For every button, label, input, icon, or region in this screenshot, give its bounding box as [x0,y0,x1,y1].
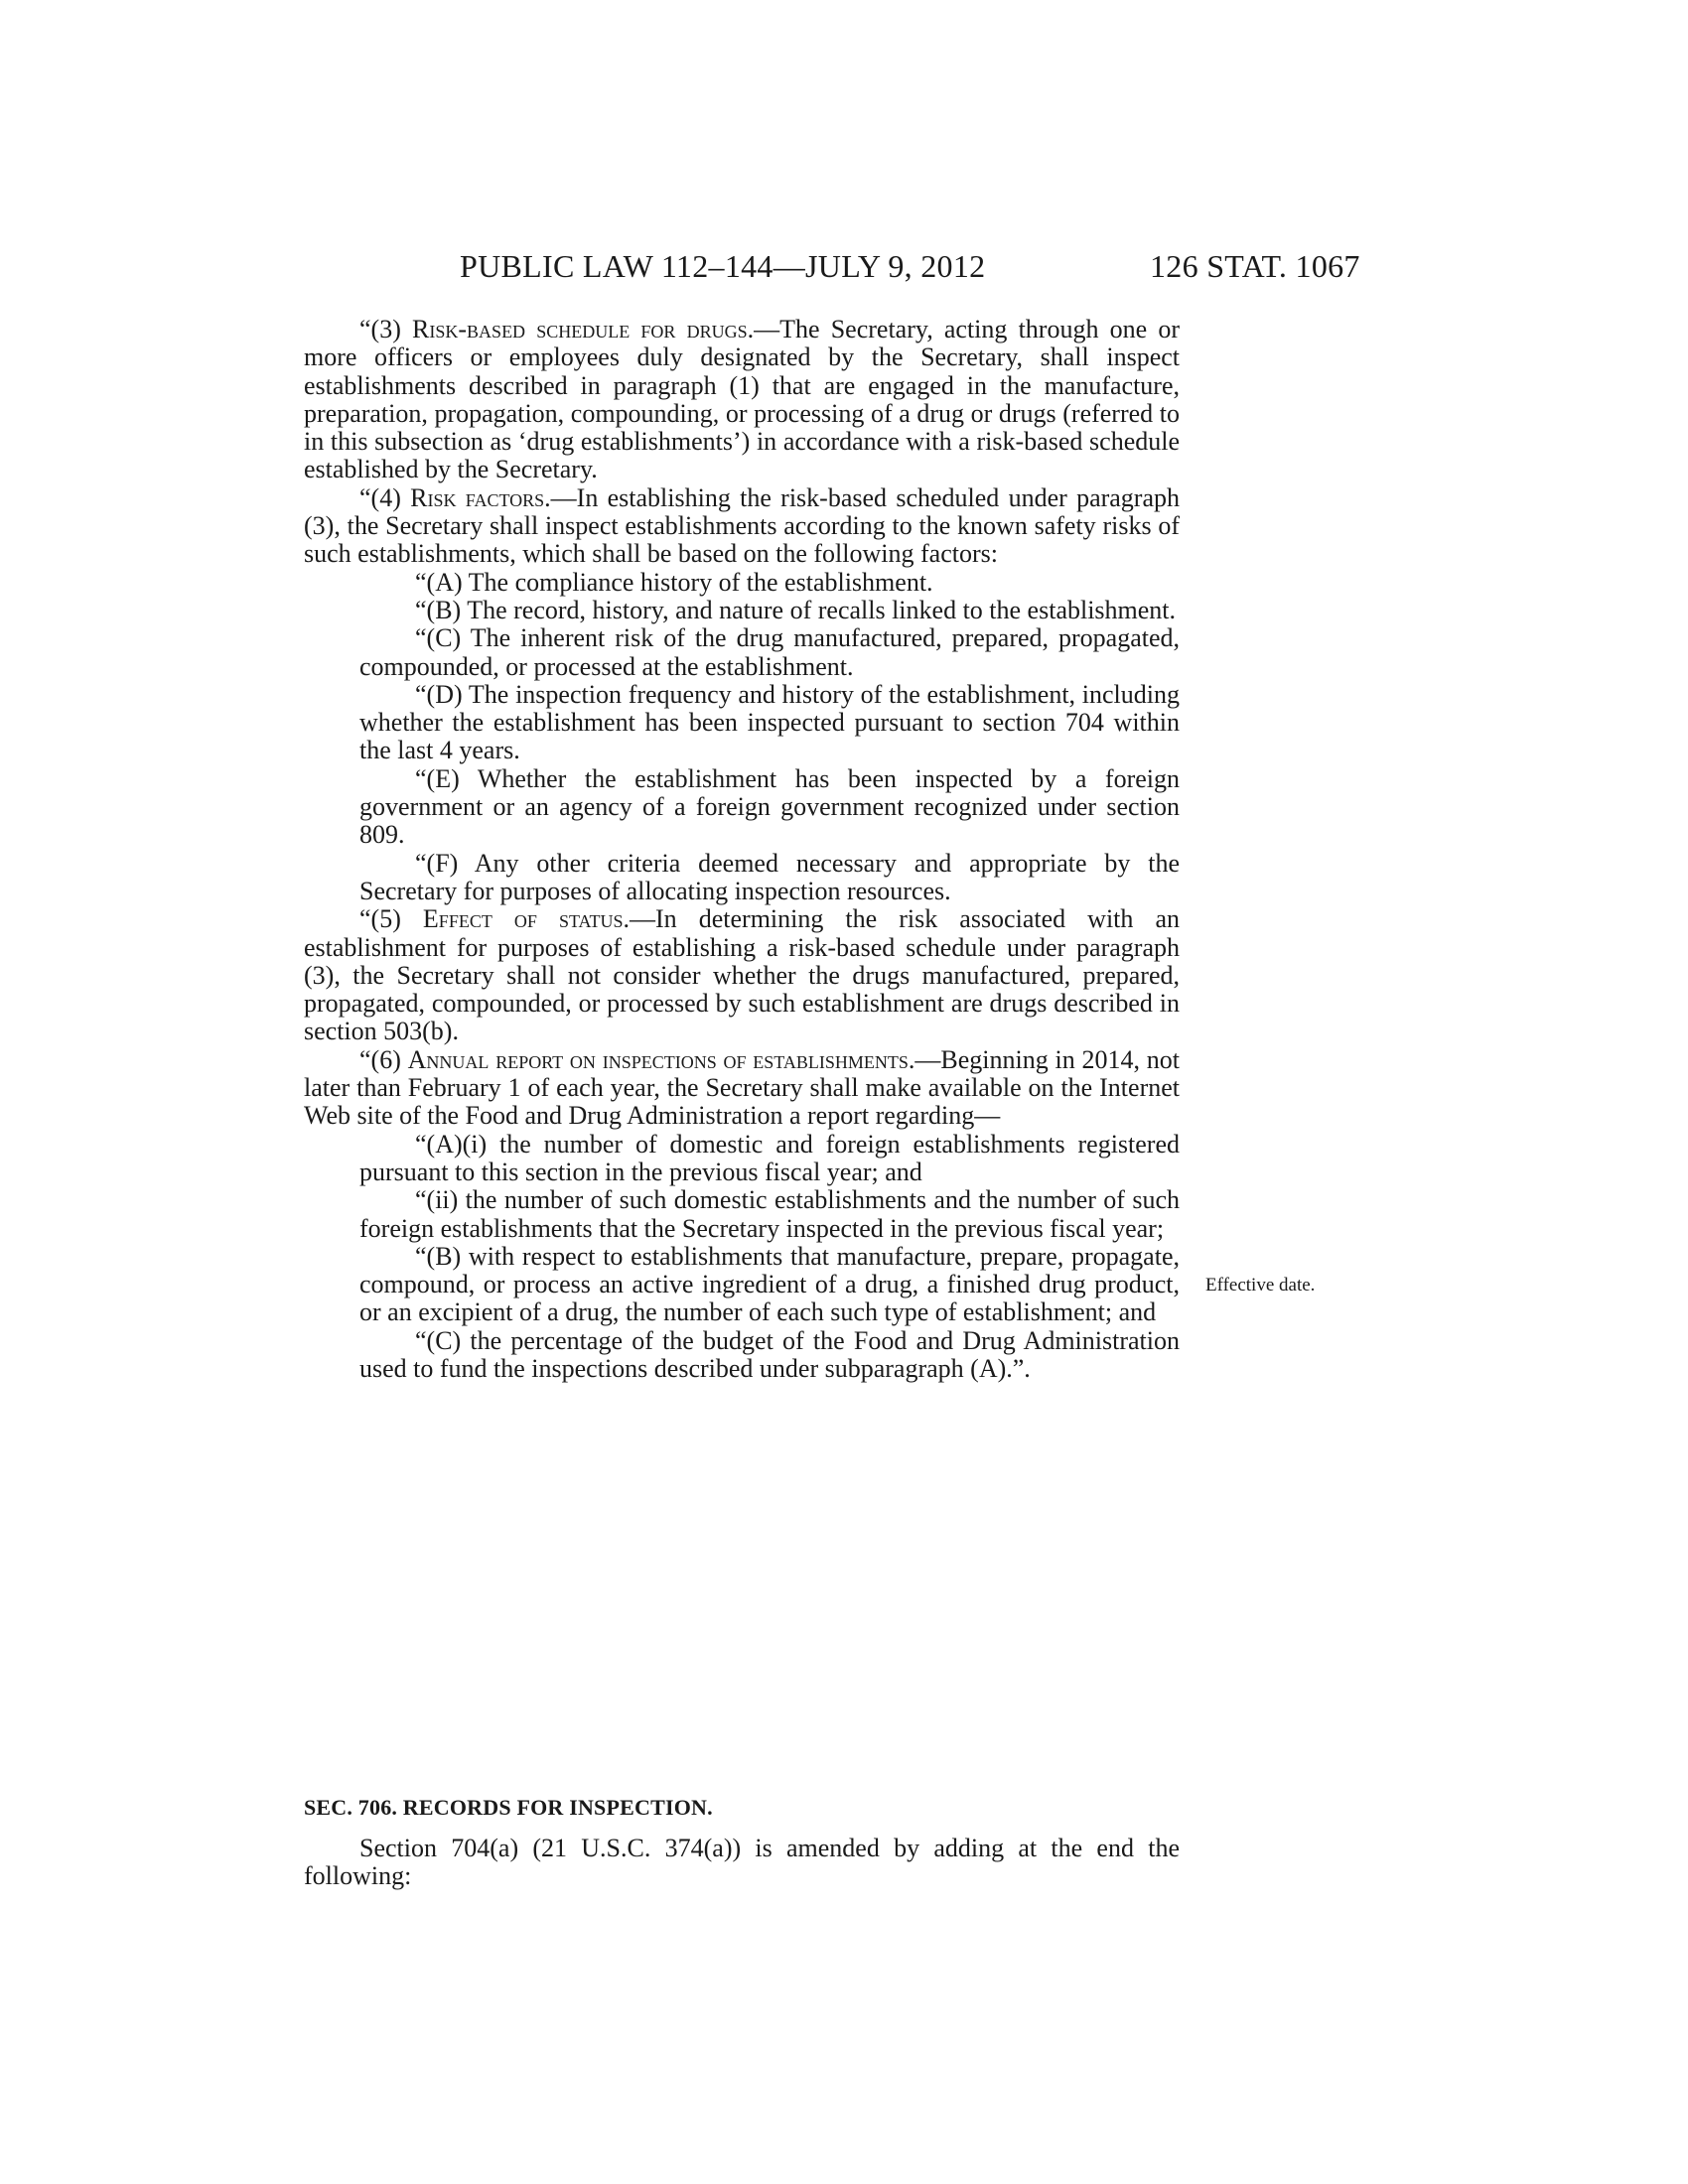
paragraph-5: “(5) Effect of status.—In determining the risk associated with an establishment for purposes of establishing a risk-based schedule under paragraph (3), the Secretary shall not consider whether the drugs manufactured, prepared, propagated, compounded, or processed by such establishment are drugs described in section 503(b). [304,904,1181,1046]
report-item-a-i: “(A)(i) the number of domestic and foreign establishments registered pursuant to this section in the previous fiscal year; and [359,1129,1180,1186]
paragraph-4: “(4) Risk factors.—In establishing the risk-based scheduled under paragraph (3), the Secretary shall inspect establishments according to the known safety risks of such establishments, which shall be based on the following factors: [304,482,1181,569]
paragraph-3: “(3) Risk-based schedule for drugs.—The Secretary, acting through one or more officers or employees duly designated by the Secretary, shall inspect establishments described in paragraph (1) that are engaged in the manufacture, preparation, propagation, compounding, or processing of a drug or drugs (referred to in this subsection as ‘drug establishments’) in accordance with a risk-based schedule established by the Secretary. [304,315,1181,484]
amendment-paragraph: Section 704(a) (21 U.S.C. 374(a)) is amended by adding at the end the following: [304,1834,1180,1891]
page-header-right: 126 STAT. 1067 [1150,248,1360,284]
factor-c: “(C) The inherent risk of the drug manufactured, prepared, propagated, compounded, or processed at the establishment. [359,623,1180,681]
page-header-left: PUBLIC LAW 112–144—JULY 9, 2012 [460,248,986,284]
factor-b: “(B) The record, history, and nature of recalls linked to the establishment. [415,595,1177,624]
factor-a: “(A) The compliance history of the establishment. [415,567,933,597]
factor-d: “(D) The inspection frequency and history of the establishment, including whether the establishment has been inspected pursuant to section 704 within the last 4 years. [359,679,1180,765]
amendment-text [304,1835,1180,1891]
section-heading: SEC. 706. RECORDS FOR INSPECTION. [304,1795,713,1820]
report-item-b: “(B) with respect to establishments that manufacture, prepare, propagate, compound, or process an active ingredient of a drug, a finished drug product, or an excipient of a drug, the number of each such type of establishment; and [359,1241,1180,1327]
body-text [304,316,1180,1383]
factor-e: “(E) Whether the establishment has been inspected by a foreign government or an agency of a foreign government recognized under section 809. [359,763,1180,850]
report-item-c: “(C) the percentage of the budget of the Food and Drug Administration used to fund the inspections described under subparagraph (A).”. [359,1325,1180,1383]
paragraph-6: “(6) Annual report on inspections of establishments.—Beginning in 2014, not later than February 1 of each year, the Secretary shall make available on the Internet Web site of the Food and Drug Administration a report regarding— [304,1044,1181,1131]
factor-f: “(F) Any other criteria deemed necessary and appropriate by the Secretary for purposes of allocating inspection resources. [359,848,1180,905]
report-item-a-ii: “(ii) the number of such domestic establishments and the number of such foreign establishments that the Secretary inspected in the previous fiscal year; [359,1185,1180,1243]
margin-note: Effective date. [1205,1275,1316,1296]
